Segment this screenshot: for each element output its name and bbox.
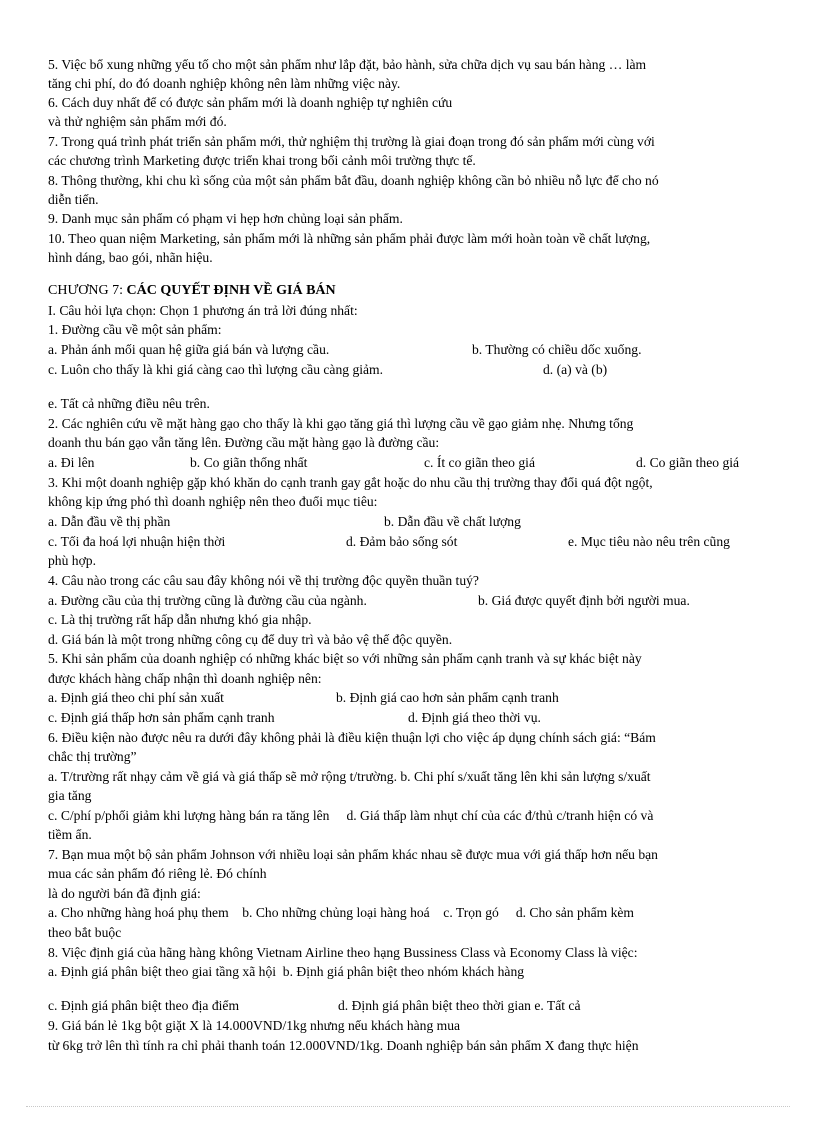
question-3-stem-line-2: không kịp ứng phó thì doanh nghiệp nên theo đuổi mục tiêu: [48,494,378,509]
statement-10-line-2: hình dáng, bao gói, nhãn hiệu. [48,250,213,265]
question-5-stem-line-2: được khách hàng chấp nhận thì doanh nghiệp nên: [48,671,322,686]
question-2-option-b: b. Co giãn thống nhất [190,455,308,470]
question-3-option-b: b. Dẫn đầu về chất lượng [384,514,521,529]
question-1-option-b: b. Thường có chiều dốc xuống. [472,342,642,357]
question-8-options-de: d. Định giá phân biệt theo thời gian e. Tất cả [338,998,581,1013]
question-8-option-c: c. Định giá phân biệt theo địa điểm [48,998,240,1013]
question-3-option-e-line-1: e. Mục tiêu nào nêu trên cũng [568,534,730,549]
question-1-option-d: d. (a) và (b) [543,362,608,377]
question-3-stem-line-1: 3. Khi một doanh nghiệp gặp khó khăn do cạnh tranh gay gắt hoặc do nhu cầu thị trường thay đổi quá đột ngột, [48,475,653,490]
statement-6-line-1: 6. Cách duy nhất để có được sản phẩm mới là doanh nghiệp tự nghiên cứu [48,95,453,110]
question-7-stem-line-3: là do người bán đã định giá: [48,886,201,901]
question-7-stem-line-2: mua các sản phẩm đó riêng lẻ. Đó chính [48,866,267,881]
statement-7-line-1: 7. Trong quá trình phát triển sản phẩm mới, thử nghiệm thị trường là giai đoạn trong đó sản phẩm mới cùng với [48,134,655,149]
statement-7-line-2: các chương trình Marketing được triển khai trong bối cảnh môi trường thực tế. [48,153,476,168]
question-4-option-c: c. Là thị trường rất hấp dẫn nhưng khó gia nhập. [48,612,312,627]
section-instruction: I. Câu hỏi lựa chọn: Chọn 1 phương án trả lời đúng nhất: [48,303,358,318]
question-6-stem-line-2: chắc thị trường” [48,749,137,764]
statement-8-line-2: diễn tiến. [48,192,99,207]
question-1-option-e: e. Tất cả những điều nêu trên. [48,396,210,411]
statement-9: 9. Danh mục sản phẩm có phạm vi hẹp hơn chủng loại sản phẩm. [48,211,403,226]
question-2-option-a: a. Đi lên [48,455,95,470]
question-4-option-b: b. Giá được quyết định bởi người mua. [478,593,690,608]
question-2-stem-line-1: 2. Các nghiên cứu về mặt hàng gạo cho thấy là khi gạo tăng giá thì lượng cầu về gạo giảm nhẹ. Nhưng tổng [48,416,634,431]
question-6-options-cd-line-2: tiềm ẩn. [48,827,92,842]
question-6-options-ab-line-2: gia tăng [48,788,92,803]
question-5-option-a: a. Định giá theo chi phí sản xuất [48,690,224,705]
question-6-stem-line-1: 6. Điều kiện nào được nêu ra dưới đây không phải là điều kiện thuận lợi cho việc áp dụng chính sách giá: “Bám [48,730,656,745]
chapter-number: CHƯƠNG 7: [48,283,127,298]
question-4-option-a: a. Đường cầu của thị trường cũng là đường cầu của ngành. [48,593,367,608]
question-8-stem: 8. Việc định giá của hãng hàng không Vietnam Airline theo hạng Bussiness Class và Economy Class là việc: [48,945,638,960]
question-6-options-cd-line-1: c. C/phí p/phối giảm khi lượng hàng bán ra tăng lên d. Giá thấp làm nhụt chí của các đ/thủ c/tranh hiện có và [48,808,654,823]
question-8-options-ab: a. Định giá phân biệt theo giai tầng xã hội b. Định giá phân biệt theo nhóm khách hàng [48,964,525,979]
question-2-option-d: d. Co giãn theo giá [636,455,740,470]
question-2-option-c: c. Ít co giãn theo giá [424,455,535,470]
question-7-stem-line-1: 7. Bạn mua một bộ sản phẩm Johnson với nhiều loại sản phẩm khác nhau sẽ được mua với giá thấp hơn nếu bạn [48,847,658,862]
question-7-options-line-2: theo bắt buộc [48,925,122,940]
question-5-option-d: d. Định giá theo thời vụ. [408,710,541,725]
page-bottom-divider [26,1106,790,1107]
chapter-title: CÁC QUYẾT ĐỊNH VỀ GIÁ BÁN [126,283,336,298]
question-2-stem-line-2: doanh thu bán gạo vẫn tăng lên. Đường cầu mặt hàng gạo là đường cầu: [48,435,440,450]
question-3-option-a: a. Dẫn đầu về thị phần [48,514,171,529]
question-3-option-e-line-2: phù hợp. [48,553,96,568]
question-5-stem-line-1: 5. Khi sản phẩm của doanh nghiệp có những khác biệt so với những sản phẩm cạnh tranh và sự khác biệt này [48,651,642,666]
question-3-option-c: c. Tối đa hoá lợi nhuận hiện thời [48,534,226,549]
question-4-stem: 4. Câu nào trong các câu sau đây không nói về thị trường độc quyền thuần tuý? [48,573,479,588]
statement-5-line-2: tăng chi phí, do đó doanh nghiệp không nên làm những việc này. [48,76,401,91]
question-1-option-c: c. Luôn cho thấy là khi giá càng cao thì lượng cầu càng giảm. [48,362,384,377]
question-7-options-line-1: a. Cho những hàng hoá phụ them b. Cho những chủng loại hàng hoá c. Trọn gó d. Cho sản phẩm kèm [48,905,634,920]
question-5-option-b: b. Định giá cao hơn sản phẩm cạnh tranh [336,690,559,705]
chapter-heading [48,280,336,301]
question-1-option-a: a. Phản ánh mối quan hệ giữa giá bán và lượng cầu. [48,342,330,357]
statement-8-line-1: 8. Thông thường, khi chu kì sống của một sản phẩm bắt đầu, doanh nghiệp không cần bỏ nhiều nỗ lực để cho nó [48,173,659,188]
statement-6-line-2: và thử nghiệm sản phẩm mới đó. [48,114,227,129]
question-5-option-c: c. Định giá thấp hơn sản phẩm cạnh tranh [48,710,275,725]
statement-5-line-1: 5. Việc bổ xung những yếu tố cho một sản phẩm như lắp đặt, bảo hành, sửa chữa dịch vụ sau bán hàng … làm [48,57,647,72]
question-6-options-ab-line-1: a. T/trường rất nhạy cảm về giá và giá thấp sẽ mở rộng t/trường. b. Chi phí s/xuất tăng lên khi sản lượng s/xuất [48,769,651,784]
question-3-option-d: d. Đảm bảo sống sót [346,534,458,549]
question-9-stem-line-2: từ 6kg trở lên thì tính ra chỉ phải thanh toán 12.000VND/1kg. Doanh nghiệp bán sản phẩm X đang thực hiện [48,1038,639,1053]
question-1-stem: 1. Đường cầu về một sản phẩm: [48,322,222,337]
question-9-stem-line-1: 9. Giá bán lẻ 1kg bột giặt X là 14.000VND/1kg nhưng nếu khách hàng mua [48,1018,461,1033]
question-4-option-d: d. Giá bán là một trong những công cụ để duy trì và bảo vệ thế độc quyền. [48,632,453,647]
statement-10-line-1: 10. Theo quan niệm Marketing, sản phẩm mới là những sản phẩm phải được làm mới hoàn toàn về chất lượng, [48,231,651,246]
